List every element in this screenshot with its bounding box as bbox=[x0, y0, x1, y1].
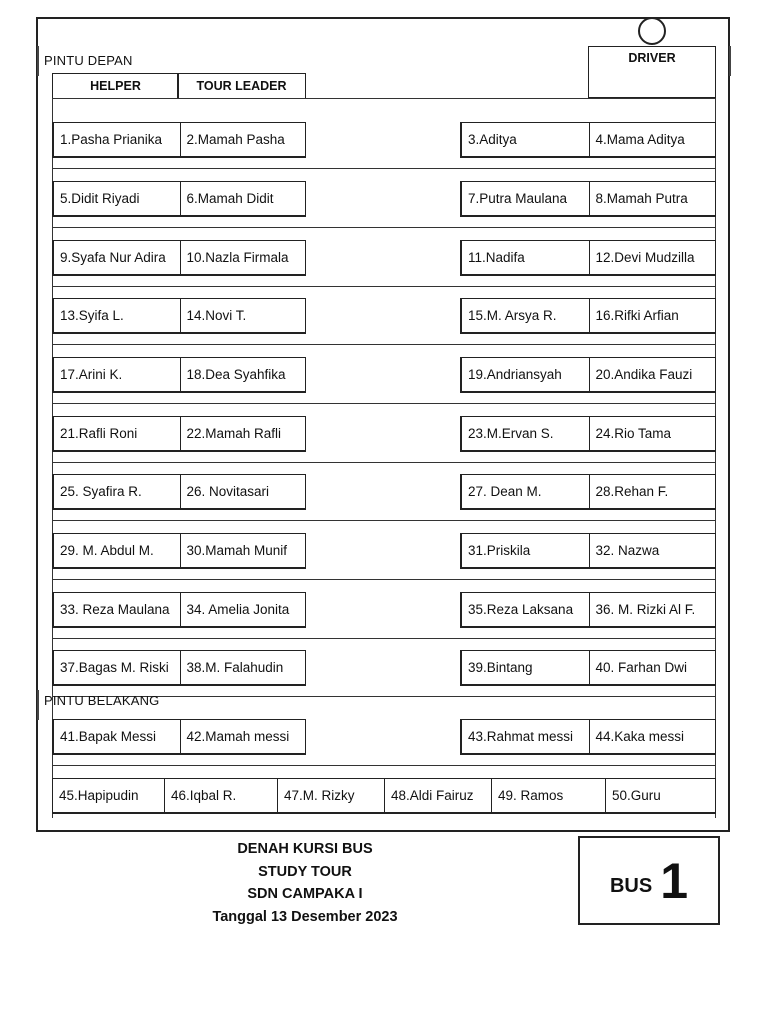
seat: 20.Andika Fauzi bbox=[589, 358, 716, 391]
steering-wheel-icon bbox=[638, 17, 666, 45]
seat: 38.M. Falahudin bbox=[180, 651, 306, 684]
seat-pair-left bbox=[52, 650, 306, 686]
bus-number-badge bbox=[578, 836, 720, 925]
seat: 5.Didit Riyadi bbox=[60, 191, 140, 206]
seat: 31.Priskila bbox=[468, 543, 531, 558]
seat: 6.Mamah Didit bbox=[180, 182, 306, 215]
seat-pair-right bbox=[460, 416, 716, 452]
seat-pair-right bbox=[460, 122, 716, 158]
seat-48: 48.Aldi Fairuz bbox=[384, 779, 491, 812]
seat: 42.Mamah messi bbox=[180, 720, 306, 753]
aisle-line bbox=[52, 765, 716, 766]
helper-header: HELPER bbox=[52, 73, 179, 99]
seat-pair-right bbox=[460, 719, 716, 755]
front-door-label: PINTU DEPAN bbox=[44, 53, 133, 68]
tour-leader-header: TOUR LEADER bbox=[177, 73, 306, 99]
aisle-line bbox=[52, 520, 716, 521]
front-door-marker bbox=[37, 46, 39, 76]
seat-pair-left bbox=[52, 181, 306, 217]
seat: 37.Bagas M. Riski bbox=[60, 660, 169, 675]
seat: 3.Aditya bbox=[468, 132, 517, 147]
seat: 24.Rio Tama bbox=[589, 417, 716, 450]
aisle-line bbox=[52, 579, 716, 580]
seat: 40. Farhan Dwi bbox=[589, 651, 716, 684]
seat: 21.Rafli Roni bbox=[60, 426, 138, 441]
seat-pair-left bbox=[52, 416, 306, 452]
seat: 17.Arini K. bbox=[60, 367, 123, 382]
seat: 22.Mamah Rafli bbox=[180, 417, 306, 450]
aisle-line bbox=[52, 344, 716, 345]
aisle-line bbox=[52, 227, 716, 228]
caption-line-4: Tanggal 13 Desember 2023 bbox=[212, 908, 398, 925]
seat-pair-left bbox=[52, 240, 306, 276]
seat: 35.Reza Laksana bbox=[468, 602, 574, 617]
seat-47: 47.M. Rizky bbox=[277, 779, 384, 812]
seat-pair-right bbox=[460, 181, 716, 217]
seat: 34. Amelia Jonita bbox=[180, 593, 306, 626]
seat-pair-right bbox=[460, 533, 716, 569]
seat: 14.Novi T. bbox=[180, 299, 306, 332]
seat-pair-left bbox=[52, 719, 306, 755]
seat-pair-right bbox=[460, 298, 716, 334]
bus-word: BUS bbox=[609, 875, 653, 897]
aisle-line bbox=[52, 403, 716, 404]
seat-pair-left bbox=[52, 533, 306, 569]
seat-pair-left bbox=[52, 298, 306, 334]
seat-49: 49. Ramos bbox=[491, 779, 605, 812]
seat-pair-right bbox=[460, 357, 716, 393]
title-block bbox=[190, 838, 420, 928]
seat: 29. M. Abdul M. bbox=[60, 543, 154, 558]
seat: 16.Rifki Arfian bbox=[589, 299, 716, 332]
seat: 10.Nazla Firmala bbox=[180, 241, 306, 274]
seat-pair-left bbox=[52, 474, 306, 510]
caption-line-3: SDN CAMPAKA I bbox=[247, 886, 363, 902]
back-row bbox=[52, 778, 716, 814]
seat-pair-right bbox=[460, 592, 716, 628]
seat: 15.M. Arsya R. bbox=[468, 308, 557, 323]
aisle-line bbox=[52, 638, 716, 639]
driver-seat: DRIVER bbox=[588, 46, 716, 98]
seat-pair-left bbox=[52, 592, 306, 628]
seat-pair-right bbox=[460, 240, 716, 276]
seat: 12.Devi Mudzilla bbox=[589, 241, 716, 274]
seat: 39.Bintang bbox=[468, 660, 533, 675]
aisle-line bbox=[52, 462, 716, 463]
seat-pair-right bbox=[460, 474, 716, 510]
caption-line-1: DENAH KURSI BUS bbox=[237, 841, 373, 857]
seat: 23.M.Ervan S. bbox=[468, 426, 554, 441]
seat-45: 45.Hapipudin bbox=[59, 788, 139, 803]
seat: 25. Syafira R. bbox=[60, 484, 142, 499]
seat: 43.Rahmat messi bbox=[468, 729, 574, 744]
seat: 41.Bapak Messi bbox=[60, 729, 157, 744]
seat: 28.Rehan F. bbox=[589, 475, 716, 508]
seat: 1.Pasha Prianika bbox=[60, 132, 163, 147]
back-door-marker bbox=[37, 690, 39, 720]
seat: 32. Nazwa bbox=[589, 534, 716, 567]
seat: 36. M. Rizki Al F. bbox=[589, 593, 716, 626]
seat: 26. Novitasari bbox=[180, 475, 306, 508]
seat: 11.Nadifa bbox=[468, 250, 525, 265]
aisle-line bbox=[52, 168, 716, 169]
caption-line-2: STUDY TOUR bbox=[258, 863, 352, 880]
seat-pair-right bbox=[460, 650, 716, 686]
seat-pair-left bbox=[52, 357, 306, 393]
seat: 2.Mamah Pasha bbox=[180, 123, 306, 156]
seat: 30.Mamah Munif bbox=[180, 534, 306, 567]
bus-number: 1 bbox=[660, 852, 689, 909]
seat: 4.Mama Aditya bbox=[589, 123, 716, 156]
seat: 27. Dean M. bbox=[468, 484, 542, 499]
front-right-marker bbox=[729, 46, 731, 76]
aisle-line bbox=[52, 98, 716, 99]
seat-pair-left bbox=[52, 122, 306, 158]
seat: 8.Mamah Putra bbox=[589, 182, 716, 215]
back-door-label: PINTU BELAKANG bbox=[44, 693, 160, 708]
seat: 7.Putra Maulana bbox=[468, 191, 568, 206]
seat-46: 46.Iqbal R. bbox=[164, 779, 277, 812]
seat: 13.Syifa L. bbox=[60, 308, 124, 323]
seat: 18.Dea Syahfika bbox=[180, 358, 306, 391]
seat: 44.Kaka messi bbox=[589, 720, 716, 753]
seat: 19.Andriansyah bbox=[468, 367, 562, 382]
aisle-line bbox=[52, 286, 716, 287]
seat-50: 50.Guru bbox=[605, 779, 715, 812]
seat: 33. Reza Maulana bbox=[60, 602, 170, 617]
seat: 9.Syafa Nur Adira bbox=[60, 250, 166, 265]
